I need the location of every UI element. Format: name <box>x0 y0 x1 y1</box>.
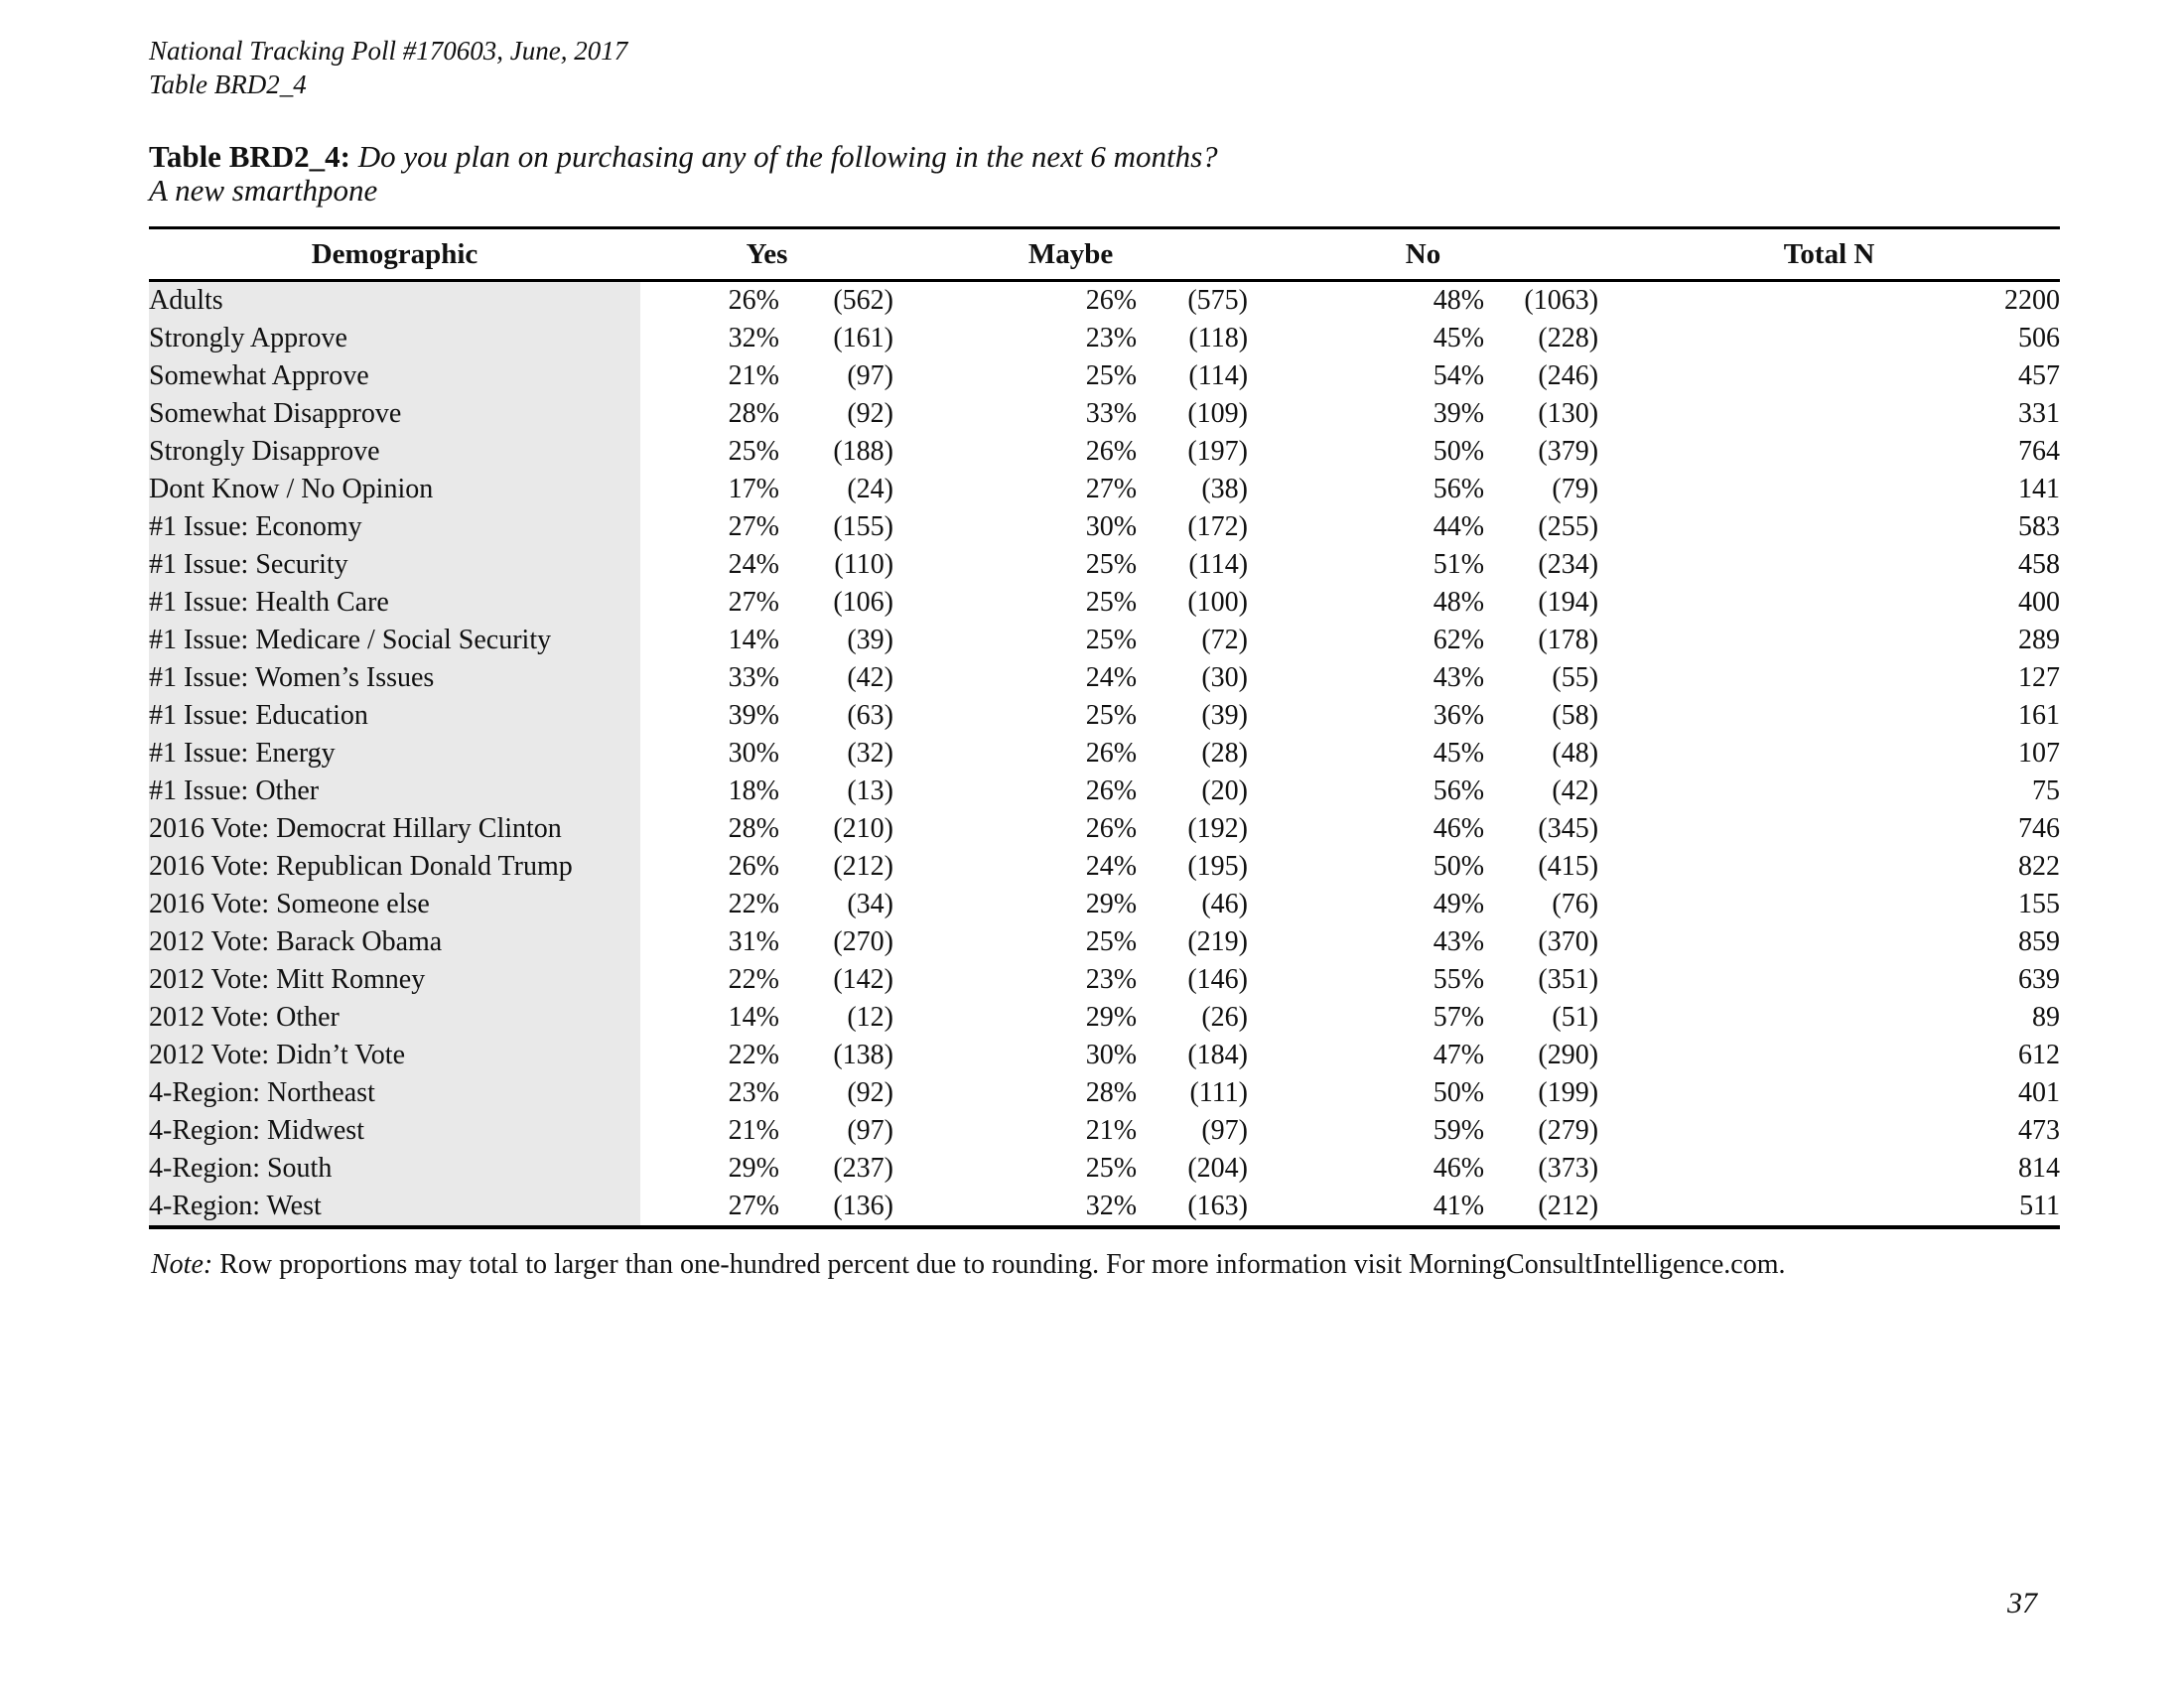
cell-no-n: (48) <box>1552 738 1599 769</box>
cell-yes-pct: 27% <box>728 1191 779 1221</box>
cell-no-pct: 45% <box>1433 323 1485 353</box>
cell-maybe-n: (575) <box>1187 285 1249 316</box>
table-row <box>149 395 2060 433</box>
cell-maybe-n: (100) <box>1187 587 1249 618</box>
cell-yes-pct: 24% <box>728 549 779 580</box>
cell-maybe-pct: 25% <box>1085 1153 1138 1184</box>
cell-maybe-n: (30) <box>1201 662 1249 693</box>
cell-yes-n: (188) <box>833 436 894 467</box>
table-row <box>149 584 2060 622</box>
cell-no-pct: 47% <box>1433 1040 1485 1070</box>
table-row <box>149 999 2060 1037</box>
cell-yes-pct: 22% <box>728 964 779 995</box>
cell-no-n: (199) <box>1538 1077 1599 1108</box>
cell-total-n: 155 <box>2018 889 2061 919</box>
cell-total-n: 107 <box>2018 738 2061 769</box>
cell-demographic: #1 Issue: Energy <box>149 735 640 773</box>
cell-no-n: (55) <box>1552 662 1599 693</box>
cell-yes-n: (110) <box>834 549 894 580</box>
cell-no-pct: 50% <box>1433 851 1485 882</box>
cell-no-n: (212) <box>1538 1191 1599 1221</box>
cell-yes-n: (13) <box>847 775 894 806</box>
cell-total-n: 506 <box>2018 323 2061 353</box>
table-row <box>149 281 2060 321</box>
col-header-total: Total N <box>1598 228 2060 281</box>
table-body <box>149 281 2060 1228</box>
cell-yes-n: (24) <box>847 474 894 504</box>
cell-no-pct: 54% <box>1433 360 1485 391</box>
cell-no-n: (76) <box>1552 889 1599 919</box>
cell-maybe-n: (163) <box>1187 1191 1249 1221</box>
cell-no-pct: 39% <box>1433 398 1485 429</box>
cell-maybe-n: (109) <box>1187 398 1249 429</box>
cell-no-pct: 62% <box>1433 625 1485 655</box>
cell-maybe-n: (97) <box>1201 1115 1249 1146</box>
cell-yes-pct: 33% <box>728 662 779 693</box>
cell-demographic: 2016 Vote: Someone else <box>149 886 640 923</box>
cell-maybe-pct: 30% <box>1085 1040 1138 1070</box>
cell-total-n: 639 <box>2018 964 2061 995</box>
table-row <box>149 1150 2060 1188</box>
cell-demographic: #1 Issue: Other <box>149 773 640 810</box>
cell-yes-pct: 31% <box>728 926 779 957</box>
cell-no-pct: 56% <box>1433 775 1485 806</box>
cell-demographic: #1 Issue: Economy <box>149 508 640 546</box>
cell-maybe-pct: 26% <box>1085 775 1138 806</box>
cell-no-pct: 43% <box>1433 926 1485 957</box>
cell-no-n: (279) <box>1538 1115 1599 1146</box>
cell-yes-n: (237) <box>833 1153 894 1184</box>
table-title-question: Do you plan on purchasing any of the following in the next 6 months? <box>357 139 1218 174</box>
cell-no-pct: 50% <box>1433 1077 1485 1108</box>
cell-no-n: (58) <box>1552 700 1599 731</box>
cell-no-n: (130) <box>1538 398 1599 429</box>
cell-demographic: 2016 Vote: Republican Donald Trump <box>149 848 640 886</box>
doc-header-line2: Table BRD2_4 <box>149 70 307 99</box>
cell-total-n: 401 <box>2018 1077 2061 1108</box>
cell-yes-n: (138) <box>833 1040 894 1070</box>
cell-maybe-n: (192) <box>1187 813 1249 844</box>
cell-demographic: 4-Region: West <box>149 1188 640 1227</box>
table-row <box>149 886 2060 923</box>
col-header-no: No <box>1248 228 1598 281</box>
cell-yes-n: (155) <box>833 511 894 542</box>
col-header-maybe: Maybe <box>893 228 1248 281</box>
cell-no-pct: 48% <box>1433 285 1485 316</box>
cell-maybe-pct: 21% <box>1085 1115 1138 1146</box>
cell-yes-n: (136) <box>833 1191 894 1221</box>
cell-yes-pct: 18% <box>728 775 779 806</box>
cell-yes-pct: 21% <box>728 1115 779 1146</box>
doc-header-line1: National Tracking Poll #170603, June, 2017 <box>149 36 628 66</box>
cell-no-n: (379) <box>1538 436 1599 467</box>
table-row <box>149 508 2060 546</box>
cell-total-n: 2200 <box>2004 285 2061 316</box>
table-row <box>149 471 2060 508</box>
cell-total-n: 814 <box>2018 1153 2061 1184</box>
col-header-yes: Yes <box>640 228 893 281</box>
cell-yes-pct: 17% <box>728 474 779 504</box>
page-number: 37 <box>2007 1587 2037 1619</box>
doc-header <box>149 34 627 101</box>
table-row <box>149 546 2060 584</box>
cell-yes-n: (32) <box>847 738 894 769</box>
cell-no-n: (415) <box>1538 851 1599 882</box>
cell-no-pct: 44% <box>1433 511 1485 542</box>
col-header-demographic: Demographic <box>149 228 640 281</box>
cell-demographic: 4-Region: South <box>149 1150 640 1188</box>
cell-demographic: 2012 Vote: Other <box>149 999 640 1037</box>
cell-yes-n: (212) <box>833 851 894 882</box>
cell-yes-pct: 39% <box>728 700 779 731</box>
cell-total-n: 859 <box>2018 926 2061 957</box>
cell-maybe-n: (172) <box>1187 511 1249 542</box>
cell-maybe-pct: 25% <box>1085 700 1138 731</box>
cell-maybe-n: (46) <box>1201 889 1249 919</box>
cell-yes-pct: 21% <box>728 360 779 391</box>
cell-total-n: 331 <box>2018 398 2061 429</box>
cell-no-pct: 36% <box>1433 700 1485 731</box>
cell-no-n: (178) <box>1538 625 1599 655</box>
cell-maybe-pct: 25% <box>1085 926 1138 957</box>
cell-total-n: 75 <box>2032 775 2061 806</box>
cell-yes-pct: 27% <box>728 587 779 618</box>
cell-yes-pct: 22% <box>728 889 779 919</box>
cell-no-pct: 50% <box>1433 436 1485 467</box>
cell-no-n: (51) <box>1552 1002 1599 1033</box>
cell-yes-pct: 28% <box>728 813 779 844</box>
table-header-row <box>149 228 2060 281</box>
cell-maybe-pct: 32% <box>1085 1191 1138 1221</box>
cell-demographic: Somewhat Approve <box>149 357 640 395</box>
cell-yes-n: (106) <box>833 587 894 618</box>
cell-demographic: Strongly Disapprove <box>149 433 640 471</box>
cell-yes-n: (97) <box>847 360 894 391</box>
cell-demographic: 2016 Vote: Democrat Hillary Clinton <box>149 810 640 848</box>
cell-demographic: Adults <box>149 281 640 321</box>
cell-maybe-pct: 23% <box>1085 964 1138 995</box>
cell-maybe-pct: 33% <box>1085 398 1138 429</box>
cell-yes-pct: 26% <box>728 285 779 316</box>
cell-maybe-pct: 25% <box>1085 587 1138 618</box>
cell-maybe-n: (195) <box>1187 851 1249 882</box>
table-row <box>149 810 2060 848</box>
cell-total-n: 612 <box>2018 1040 2061 1070</box>
cell-maybe-n: (26) <box>1201 1002 1249 1033</box>
cell-no-n: (345) <box>1538 813 1599 844</box>
cell-maybe-pct: 27% <box>1085 474 1138 504</box>
table-row <box>149 923 2060 961</box>
cell-demographic: #1 Issue: Health Care <box>149 584 640 622</box>
cell-demographic: 2012 Vote: Mitt Romney <box>149 961 640 999</box>
cell-demographic: 4-Region: Northeast <box>149 1074 640 1112</box>
cell-no-n: (290) <box>1538 1040 1599 1070</box>
cell-yes-pct: 27% <box>728 511 779 542</box>
cell-total-n: 400 <box>2018 587 2061 618</box>
cell-yes-pct: 32% <box>728 323 779 353</box>
cell-no-pct: 43% <box>1433 662 1485 693</box>
cell-yes-n: (34) <box>847 889 894 919</box>
table-row <box>149 1112 2060 1150</box>
cell-no-n: (42) <box>1552 775 1599 806</box>
cell-yes-n: (210) <box>833 813 894 844</box>
cell-maybe-n: (114) <box>1188 360 1249 391</box>
poll-table <box>149 226 2060 1229</box>
table-row <box>149 697 2060 735</box>
cell-demographic: 2012 Vote: Barack Obama <box>149 923 640 961</box>
cell-yes-n: (12) <box>847 1002 894 1033</box>
table-row <box>149 659 2060 697</box>
table-row <box>149 357 2060 395</box>
cell-maybe-pct: 29% <box>1085 1002 1138 1033</box>
cell-maybe-n: (28) <box>1201 738 1249 769</box>
table-subtitle: A new smarthpone <box>149 173 378 208</box>
cell-demographic: #1 Issue: Security <box>149 546 640 584</box>
cell-maybe-pct: 26% <box>1085 813 1138 844</box>
cell-maybe-n: (72) <box>1201 625 1249 655</box>
cell-no-pct: 45% <box>1433 738 1485 769</box>
cell-no-pct: 55% <box>1433 964 1485 995</box>
cell-demographic: #1 Issue: Medicare / Social Security <box>149 622 640 659</box>
note-label: Note: <box>151 1249 213 1280</box>
table-row <box>149 735 2060 773</box>
cell-no-n: (234) <box>1538 549 1599 580</box>
cell-maybe-pct: 24% <box>1085 662 1138 693</box>
cell-no-pct: 57% <box>1433 1002 1485 1033</box>
cell-total-n: 764 <box>2018 436 2061 467</box>
cell-demographic: Dont Know / No Opinion <box>149 471 640 508</box>
cell-maybe-pct: 25% <box>1085 625 1138 655</box>
cell-yes-pct: 23% <box>728 1077 779 1108</box>
cell-no-pct: 46% <box>1433 813 1485 844</box>
cell-total-n: 511 <box>2019 1191 2061 1221</box>
cell-maybe-pct: 26% <box>1085 738 1138 769</box>
cell-maybe-n: (38) <box>1201 474 1249 504</box>
table-row <box>149 1037 2060 1074</box>
cell-no-pct: 56% <box>1433 474 1485 504</box>
cell-maybe-pct: 29% <box>1085 889 1138 919</box>
cell-maybe-n: (118) <box>1188 323 1249 353</box>
cell-no-n: (194) <box>1538 587 1599 618</box>
cell-maybe-n: (111) <box>1189 1077 1249 1108</box>
cell-maybe-n: (39) <box>1201 700 1249 731</box>
cell-total-n: 127 <box>2018 662 2061 693</box>
table-title-label: Table BRD2_4: <box>149 139 350 174</box>
cell-no-pct: 46% <box>1433 1153 1485 1184</box>
cell-yes-n: (142) <box>833 964 894 995</box>
cell-no-n: (79) <box>1552 474 1599 504</box>
cell-no-pct: 48% <box>1433 587 1485 618</box>
cell-maybe-pct: 28% <box>1085 1077 1138 1108</box>
table-note <box>151 1249 2067 1281</box>
table-row <box>149 848 2060 886</box>
table-row <box>149 1074 2060 1112</box>
cell-no-n: (370) <box>1538 926 1599 957</box>
cell-maybe-pct: 25% <box>1085 360 1138 391</box>
cell-total-n: 141 <box>2018 474 2061 504</box>
cell-yes-pct: 25% <box>728 436 779 467</box>
cell-no-n: (228) <box>1538 323 1599 353</box>
cell-maybe-n: (20) <box>1201 775 1249 806</box>
table-row <box>149 961 2060 999</box>
cell-no-n: (255) <box>1538 511 1599 542</box>
table-row <box>149 1188 2060 1227</box>
table-row <box>149 773 2060 810</box>
cell-yes-n: (562) <box>833 285 894 316</box>
cell-maybe-n: (184) <box>1187 1040 1249 1070</box>
cell-yes-n: (161) <box>833 323 894 353</box>
cell-no-pct: 51% <box>1433 549 1485 580</box>
cell-no-pct: 49% <box>1433 889 1485 919</box>
table-row <box>149 433 2060 471</box>
cell-yes-n: (39) <box>847 625 894 655</box>
cell-no-n: (373) <box>1538 1153 1599 1184</box>
cell-maybe-pct: 30% <box>1085 511 1138 542</box>
cell-maybe-pct: 26% <box>1085 436 1138 467</box>
table-row <box>149 622 2060 659</box>
cell-total-n: 457 <box>2018 360 2061 391</box>
cell-yes-n: (42) <box>847 662 894 693</box>
cell-demographic: 2012 Vote: Didn’t Vote <box>149 1037 640 1074</box>
cell-maybe-pct: 23% <box>1085 323 1138 353</box>
cell-yes-pct: 22% <box>728 1040 779 1070</box>
cell-maybe-n: (219) <box>1187 926 1249 957</box>
cell-demographic: #1 Issue: Women’s Issues <box>149 659 640 697</box>
cell-no-n: (351) <box>1538 964 1599 995</box>
cell-demographic: Somewhat Disapprove <box>149 395 640 433</box>
cell-maybe-pct: 26% <box>1085 285 1138 316</box>
cell-maybe-n: (114) <box>1188 549 1249 580</box>
cell-maybe-pct: 25% <box>1085 549 1138 580</box>
cell-demographic: #1 Issue: Education <box>149 697 640 735</box>
cell-yes-pct: 14% <box>728 625 779 655</box>
cell-no-pct: 59% <box>1433 1115 1485 1146</box>
cell-total-n: 746 <box>2018 813 2061 844</box>
cell-yes-pct: 30% <box>728 738 779 769</box>
cell-no-n: (246) <box>1538 360 1599 391</box>
cell-no-n: (1063) <box>1524 285 1599 316</box>
cell-yes-n: (97) <box>847 1115 894 1146</box>
cell-total-n: 161 <box>2018 700 2061 731</box>
cell-demographic: Strongly Approve <box>149 320 640 357</box>
cell-total-n: 289 <box>2018 625 2061 655</box>
cell-maybe-n: (146) <box>1187 964 1249 995</box>
cell-total-n: 473 <box>2018 1115 2061 1146</box>
cell-maybe-pct: 24% <box>1085 851 1138 882</box>
cell-yes-n: (270) <box>833 926 894 957</box>
cell-yes-n: (92) <box>847 398 894 429</box>
cell-yes-n: (63) <box>847 700 894 731</box>
cell-total-n: 583 <box>2018 511 2061 542</box>
cell-total-n: 458 <box>2018 549 2061 580</box>
cell-maybe-n: (204) <box>1187 1153 1249 1184</box>
note-text: Row proportions may total to larger than one-hundred percent due to rounding. For more information visit MorningConsultIntelligence.com. <box>219 1249 1786 1280</box>
cell-maybe-n: (197) <box>1187 436 1249 467</box>
table-title <box>149 139 1218 175</box>
cell-total-n: 89 <box>2032 1002 2061 1033</box>
cell-yes-pct: 26% <box>728 851 779 882</box>
table-row <box>149 320 2060 357</box>
cell-total-n: 822 <box>2018 851 2061 882</box>
cell-yes-pct: 14% <box>728 1002 779 1033</box>
cell-yes-pct: 28% <box>728 398 779 429</box>
cell-no-pct: 41% <box>1433 1191 1485 1221</box>
cell-demographic: 4-Region: Midwest <box>149 1112 640 1150</box>
cell-yes-pct: 29% <box>728 1153 779 1184</box>
cell-yes-n: (92) <box>847 1077 894 1108</box>
